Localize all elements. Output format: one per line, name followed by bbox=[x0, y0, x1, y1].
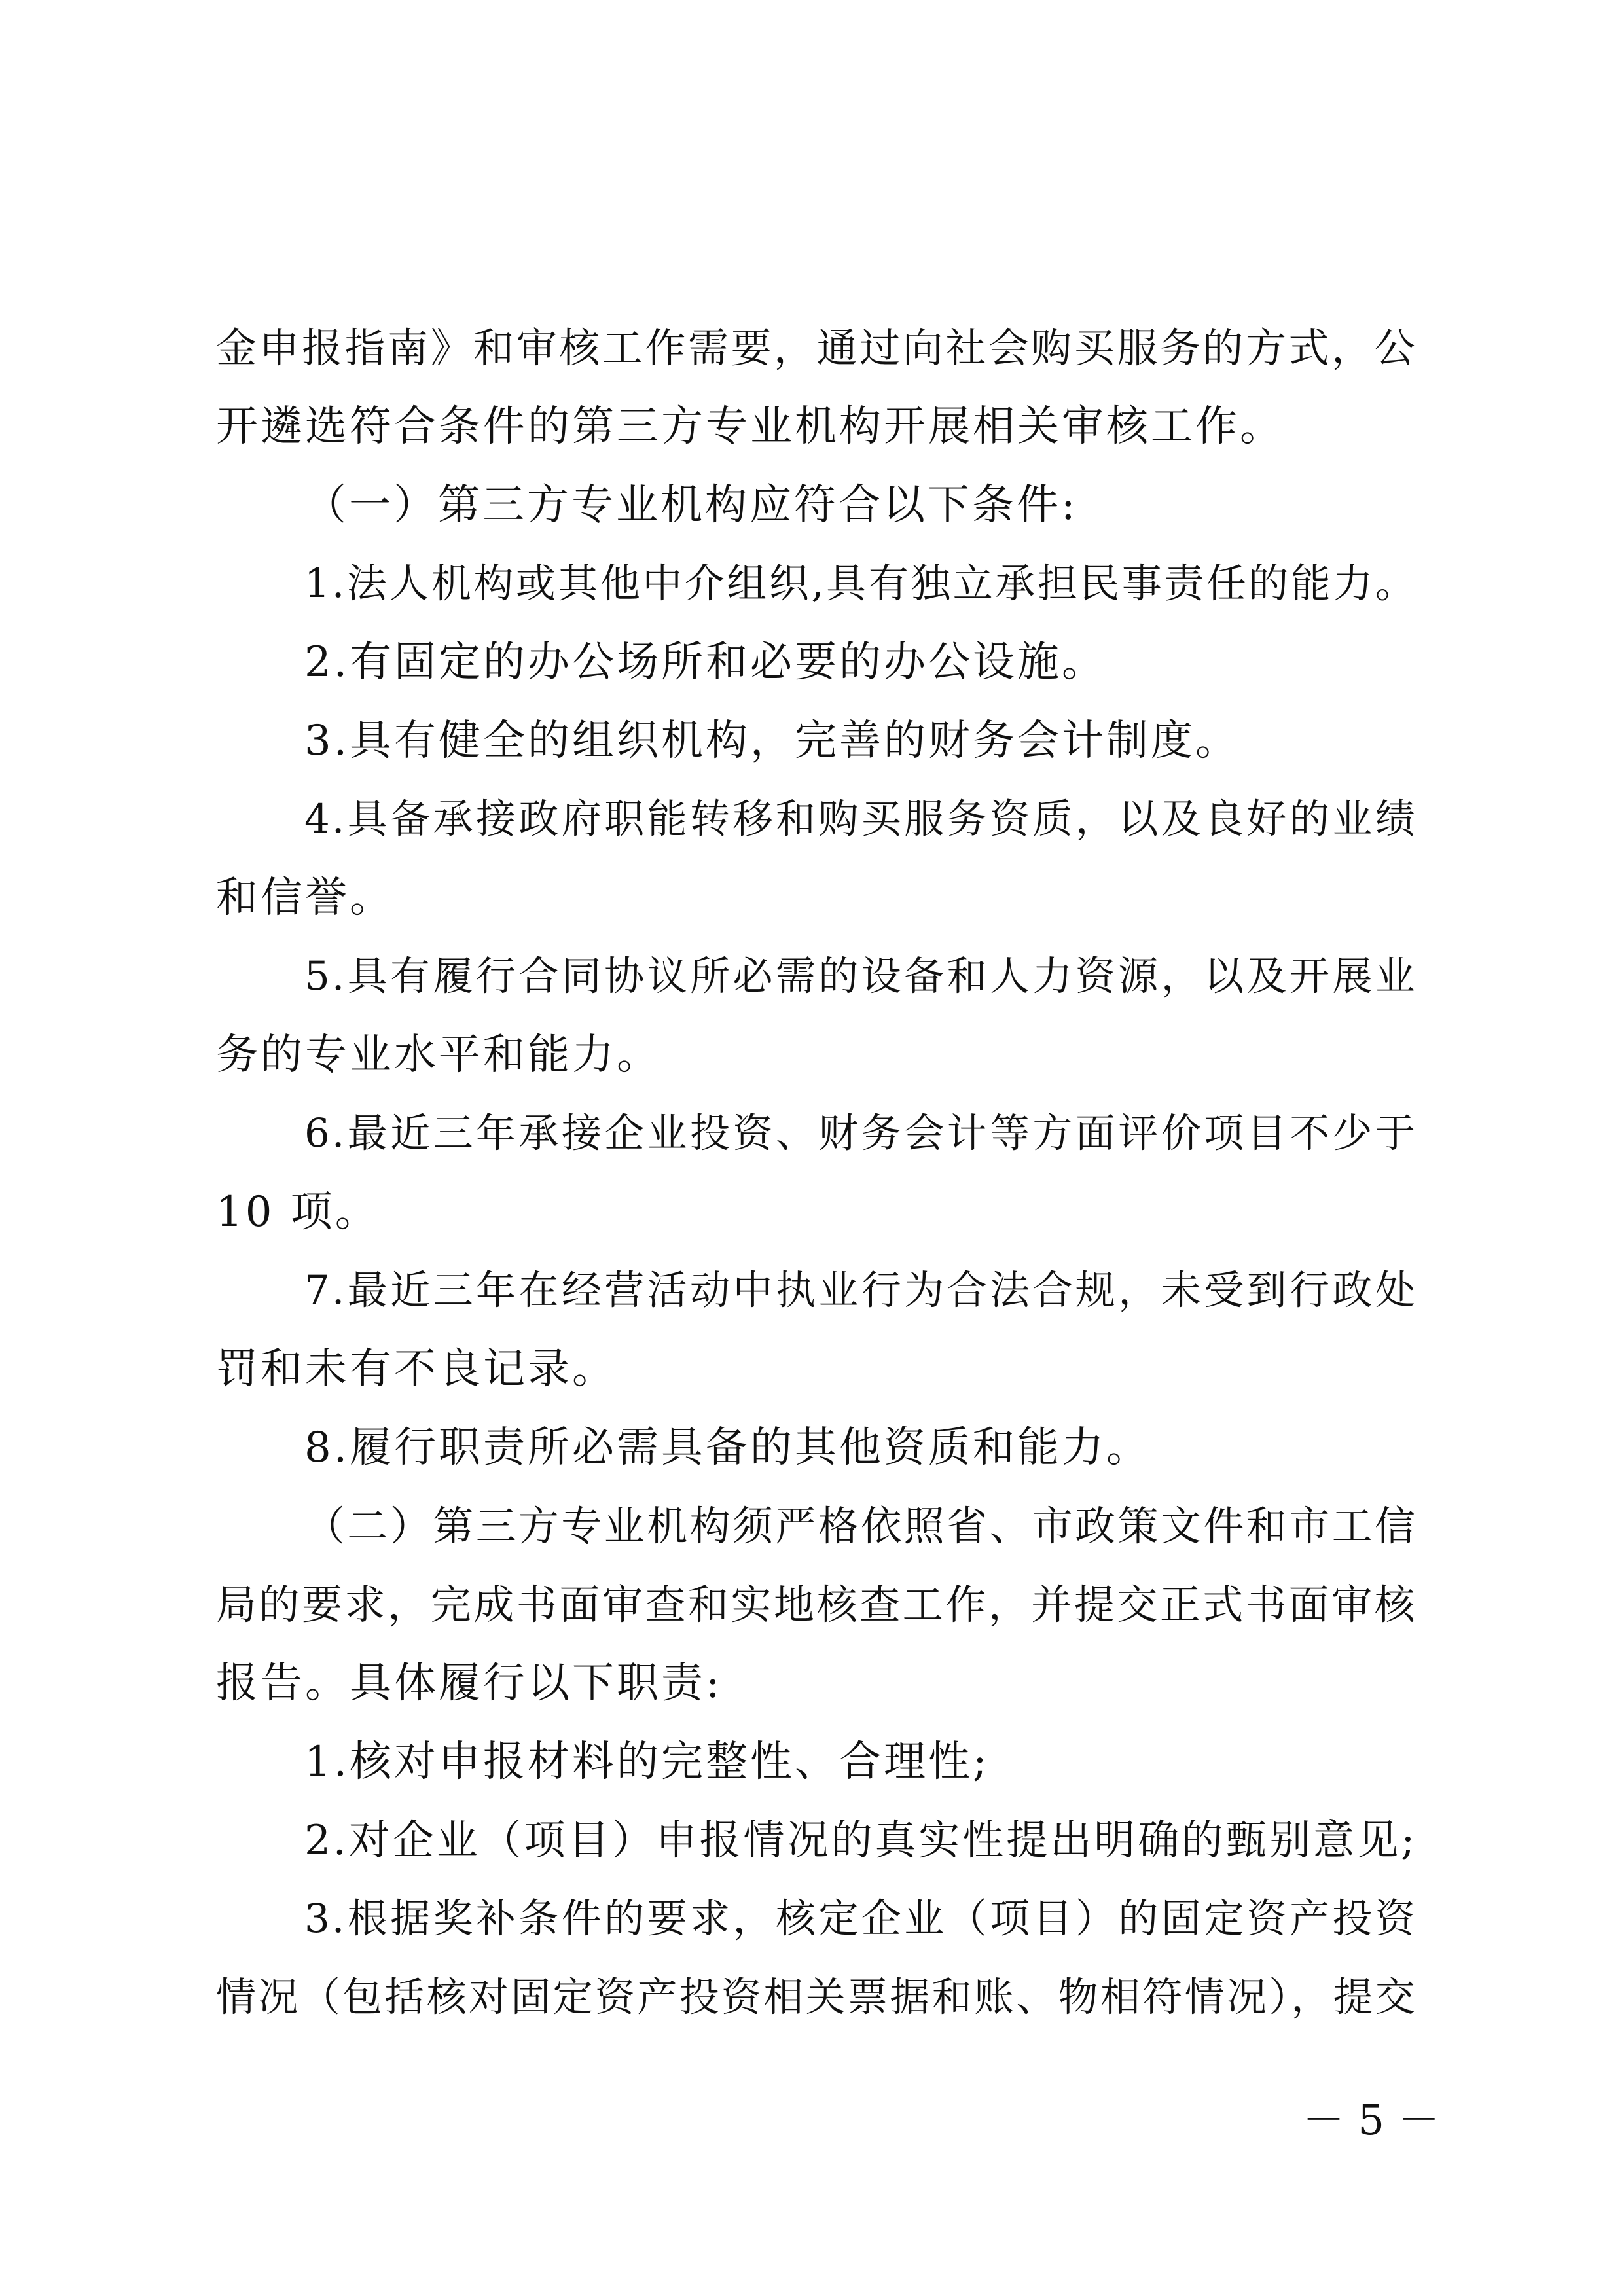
list-item: 8.履行职责所必需具备的其他资质和能力。 bbox=[304, 1424, 1151, 1472]
text-line: 10 项。 bbox=[216, 1188, 380, 1236]
text-line: 报告。具体履行以下职责: bbox=[216, 1659, 723, 1708]
list-item: 1.核对申报材料的完整性、合理性; bbox=[304, 1738, 990, 1786]
page-number: － 5 － bbox=[1303, 2096, 1440, 2145]
text-line: 局的要求，完成书面审查和实地核查工作，并提交正式书面审核 bbox=[216, 1581, 1417, 1628]
list-item: 2.对企业（项目）申报情况的真实性提出明确的甄别意见; bbox=[304, 1816, 1417, 1864]
list-item: 1.法人机构或其他中介组织,具有独立承担民事责任的能力。 bbox=[304, 560, 1417, 607]
section-heading: （一）第三方专业机构应符合以下条件: bbox=[304, 481, 1078, 529]
section-heading: （二）第三方专业机构须严格依照省、市政策文件和市工信 bbox=[304, 1502, 1418, 1550]
list-item: 5.具有履行合同协议所必需的设备和人力资源，以及开展业 bbox=[304, 953, 1417, 999]
text-line: 金申报指南》和审核工作需要，通过向社会购买服务的方式，公 bbox=[216, 324, 1417, 372]
list-item: 3.具有健全的组织机构，完善的财务会计制度。 bbox=[304, 717, 1240, 765]
list-item: 2.有固定的办公场所和必要的办公设施。 bbox=[304, 638, 1107, 687]
text-line: 和信誉。 bbox=[216, 874, 394, 922]
list-item: 3.根据奖补条件的要求，核定企业（项目）的固定资产投资 bbox=[304, 1895, 1417, 1942]
text-line: 开遴选符合条件的第三方专业机构开展相关审核工作。 bbox=[216, 403, 1284, 451]
text-line: 务的专业水平和能力。 bbox=[216, 1031, 661, 1079]
list-item: 7.最近三年在经营活动中执业行为合法合规，未受到行政处 bbox=[304, 1267, 1417, 1314]
text-line: 情况（包括核对固定资产投资相关票据和账、物相符情况），提交 bbox=[216, 1974, 1417, 2020]
list-item: 6.最近三年承接企业投资、财务会计等方面评价项目不少于 bbox=[304, 1110, 1417, 1157]
list-item: 4.具备承接政府职能转移和购买服务资质，以及良好的业绩 bbox=[304, 796, 1417, 842]
text-line: 罚和未有不良记录。 bbox=[216, 1345, 617, 1393]
